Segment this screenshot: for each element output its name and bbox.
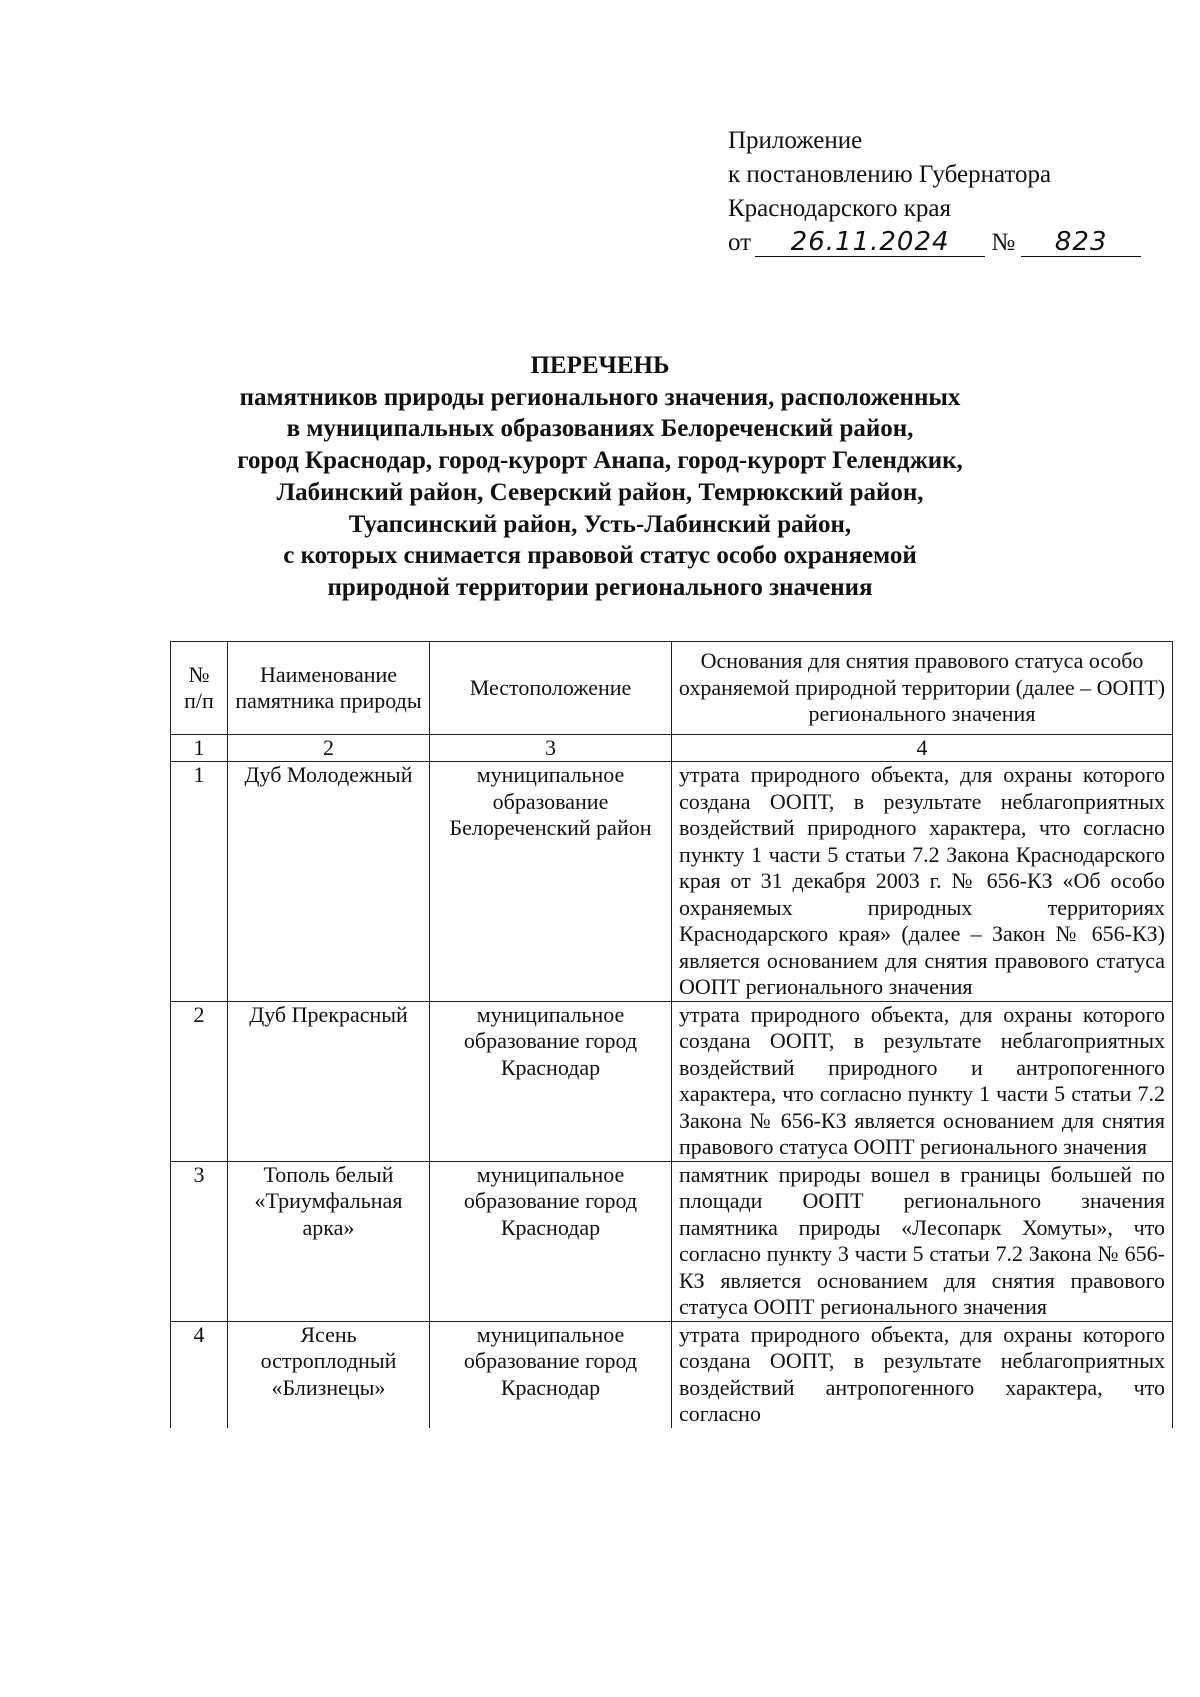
decree-reference [728, 226, 1141, 260]
from-label: от [728, 229, 752, 256]
column-number: 3 [430, 735, 672, 762]
monument-name: Дуб Молодежный [228, 762, 430, 1002]
header-location: Местоположение [430, 642, 672, 735]
row-number: 3 [171, 1161, 228, 1321]
decree-number: 823 [1021, 228, 1141, 257]
title-line: город Краснодар, город-курорт Анапа, город-курорт Геленджик, [237, 447, 963, 475]
monument-name: Дуб Прекрасный [228, 1001, 430, 1161]
monument-name: Тополь белый «Триумфальная арка» [228, 1161, 430, 1321]
monument-location: муниципальное образование город Краснодар [430, 1321, 672, 1428]
header-number: № п/п [171, 642, 228, 735]
removal-reason: утрата природного объекта, для охраны которого создана ООПТ, в результате неблагоприятных воздействий природного и антропогенного характера, что согласно пункту 1 части 5 статьи 7.2 Закона № 656-КЗ является основанием для снятия правового статуса ООПТ регионального значения [672, 1001, 1173, 1161]
removal-reason: утрата природного объекта, для охраны которого создана ООПТ, в результате неблагоприятных воздействий природного характера, что согласно пункту 1 части 5 статьи 7.2 Закона Краснодарского края от 31 декабря 2003 г. № 656-КЗ «Об особо охраняемых природных территориях Краснодарского края» (далее – Закон № 656-КЗ) является основанием для снятия правового статуса ООПТ регионального значения [672, 762, 1173, 1002]
number-label: № [991, 229, 1016, 256]
appendix-line-1: Приложение [728, 127, 863, 154]
title-line: природной территории регионального значения [327, 573, 873, 601]
table-row [171, 1001, 1173, 1161]
removal-reason: утрата природного объекта, для охраны которого создана ООПТ, в результате неблагоприятных воздействий антропогенного характера, что согласно [672, 1321, 1173, 1428]
appendix-block [728, 124, 1141, 260]
row-number: 2 [171, 1001, 228, 1161]
monument-name: Ясень остроплодный «Близнецы» [228, 1321, 430, 1428]
header-reason: Основания для снятия правового статуса особо охраняемой природной территории (далее – ООПТ) регионального значения [672, 642, 1173, 735]
table-row [171, 1161, 1173, 1321]
table-row [171, 1321, 1173, 1428]
document-title [180, 350, 1020, 604]
monument-location: муниципальное образование город Краснодар [430, 1001, 672, 1161]
title-line: Туапсинский район, Усть-Лабинский район, [348, 510, 852, 538]
title-line: с которых снимается правовой статус особо охраняемой [283, 542, 917, 570]
table-row [171, 762, 1173, 1002]
title-line: памятников природы регионального значения, расположенных [239, 383, 961, 411]
appendix-line-2: к постановлению Губернатора [728, 161, 1052, 188]
monument-location: муниципальное образование город Краснодар [430, 1161, 672, 1321]
header-name: Наименование памятника природы [228, 642, 430, 735]
column-number: 4 [672, 735, 1173, 762]
column-numbers-row [171, 735, 1173, 762]
removal-reason: памятник природы вошел в границы большей по площади ООПТ регионального значения памятника природы «Лесопарк Хомуты», что согласно пункту 3 части 5 статьи 7.2 Закона № 656-КЗ является основанием для снятия правового статуса ООПТ регионального значения [672, 1161, 1173, 1321]
title-line: в муниципальных образованиях Белореченский район, [286, 415, 914, 443]
monuments-table [170, 641, 1173, 1428]
title-line: Лабинский район, Северский район, Темрюкский район, [276, 478, 924, 506]
column-number: 2 [228, 735, 430, 762]
row-number: 1 [171, 762, 228, 1002]
table-header-row [171, 642, 1173, 735]
column-number: 1 [171, 735, 228, 762]
monument-location: муниципальное образование Белореченский район [430, 762, 672, 1002]
decree-date: 26.11.2024 [755, 228, 985, 257]
row-number: 4 [171, 1321, 228, 1428]
appendix-line-3: Краснодарского края [728, 195, 951, 222]
title-main: ПЕРЕЧЕНЬ [530, 352, 670, 379]
